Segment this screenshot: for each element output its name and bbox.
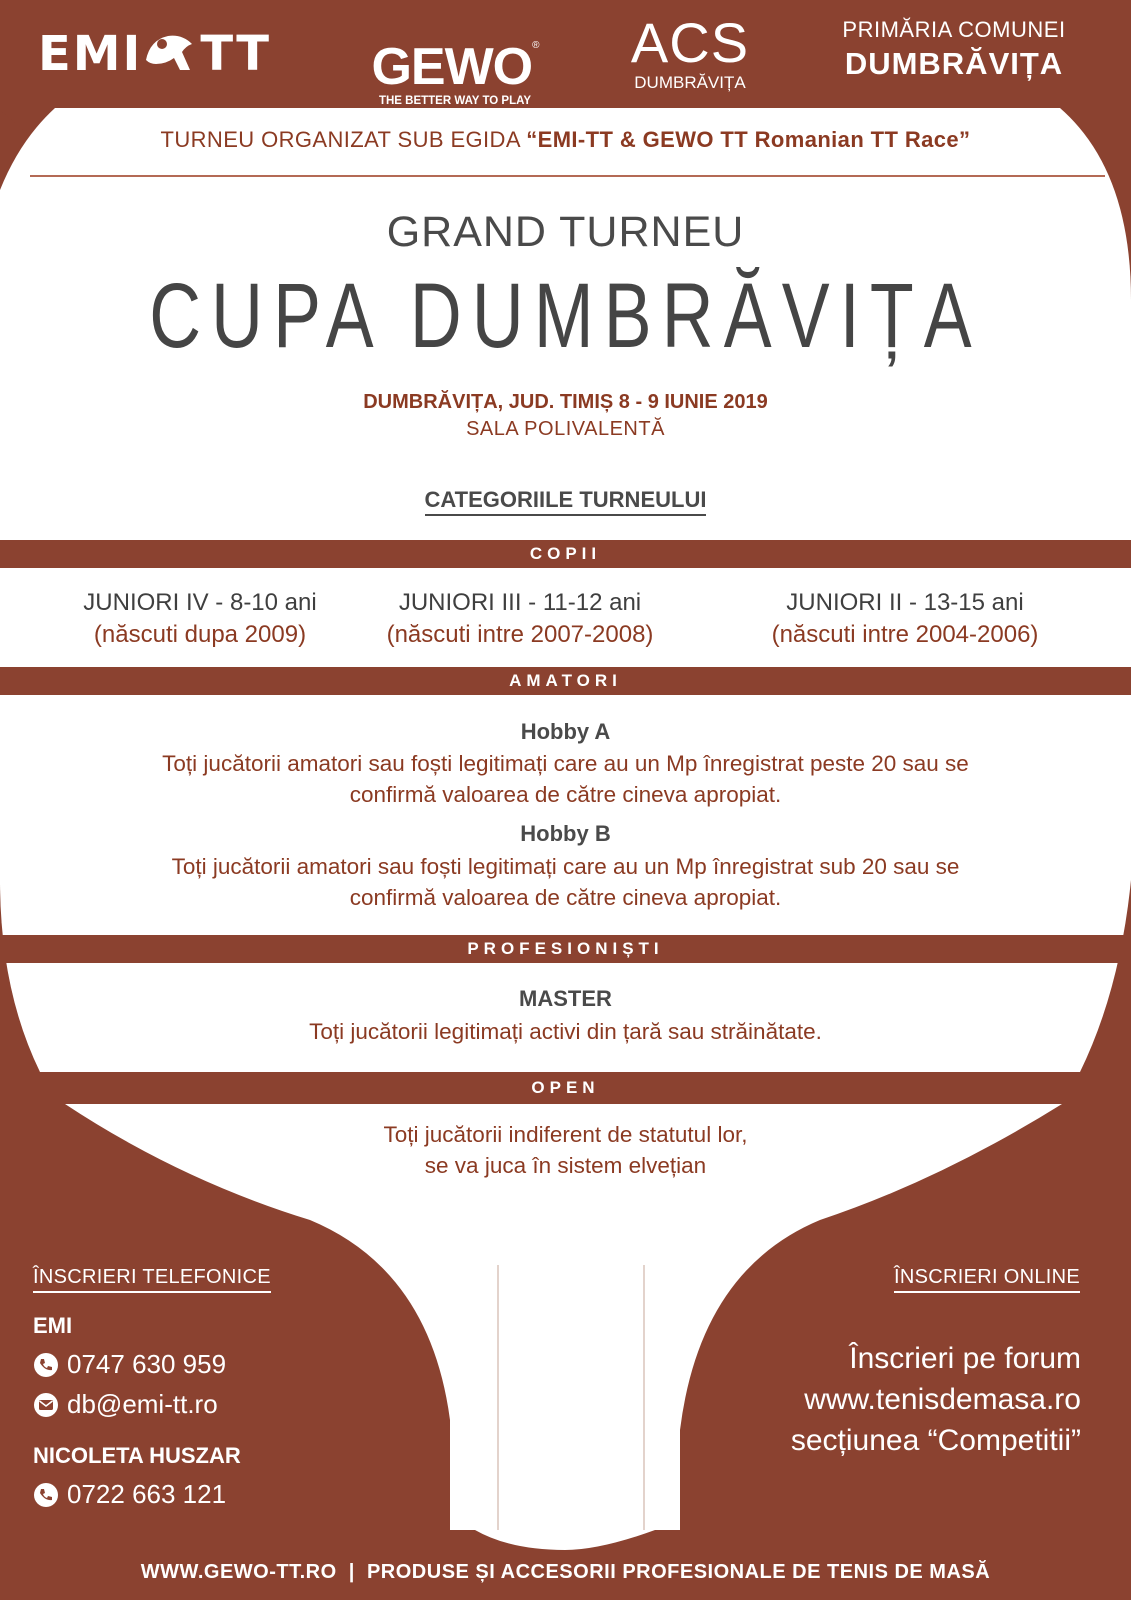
acs-logo-subtitle: DUMBRĂVIȚA xyxy=(634,73,746,92)
primaria-line1: PRIMĂRIA COMUNEI xyxy=(842,17,1066,42)
category-juniori-ii xyxy=(715,587,1095,651)
hobby-b-description xyxy=(0,851,1131,913)
category-title: JUNIORI III - 11-12 ani xyxy=(398,589,642,616)
hobby-a-line1: Toți jucătorii amatori sau foști legitimați care au un Mp înregistrat peste 20 sau se xyxy=(162,751,969,776)
primaria-logo xyxy=(818,16,1090,84)
gewo-logo xyxy=(365,18,545,107)
acs-logo-text: ACS xyxy=(630,11,750,74)
categories-heading xyxy=(0,487,1131,513)
online-forum-link[interactable]: www.tenisdemasa.ro xyxy=(804,1383,1081,1416)
event-location-date: DUMBRĂVIȚA, JUD. TIMIȘ 8 - 9 IUNIE 2019 xyxy=(363,391,768,413)
open-description xyxy=(0,1119,1131,1181)
title-cupa-dumbravita: CUPA DUMBRĂVIȚA xyxy=(149,265,982,367)
category-juniori-iv xyxy=(30,587,370,651)
band-profesionisti: PROFESIONIȘTI xyxy=(0,935,1131,963)
contact-nicoleta-phone-text: 0722 663 121 xyxy=(67,1479,227,1509)
open-line2: se va juca în sistem elvețian xyxy=(424,1153,707,1178)
gewo-logo-wordmark xyxy=(365,18,545,95)
emitt-logo-letters: EMI TT xyxy=(38,26,272,82)
online-registration-heading: ÎNSCRIERI ONLINE xyxy=(894,1266,1080,1293)
category-subtitle: (născuti intre 2004-2006) xyxy=(771,621,1039,648)
category-subtitle: (născuti dupa 2009) xyxy=(93,621,307,648)
gewo-logo-text: GEWO xyxy=(371,38,533,96)
phone-registration-heading: ÎNSCRIERI TELEFONICE xyxy=(33,1266,271,1293)
gewo-registered-mark: ® xyxy=(532,40,539,51)
hobby-a-description xyxy=(0,748,1131,810)
hobby-b-title: Hobby B xyxy=(520,821,611,846)
contact-emi-name: EMI xyxy=(33,1313,73,1338)
hobby-b-line1: Toți jucătorii amatori sau foști legitimați care au un Mp înregistrat sub 20 sau se xyxy=(171,854,960,879)
egida-name: “EMI-TT & GEWO TT Romanian TT Race” xyxy=(526,127,971,152)
contact-emi-email[interactable] xyxy=(33,1389,218,1420)
phone-icon xyxy=(33,1482,59,1508)
contact-nicoleta-name: NICOLETA HUSZAR xyxy=(33,1443,241,1468)
contact-emi-phone-text: 0747 630 959 xyxy=(67,1349,227,1379)
contact-emi-email-text: db@emi-tt.ro xyxy=(67,1389,218,1419)
open-line1: Toți jucătorii indiferent de statutul lor, xyxy=(383,1122,748,1147)
category-subtitle: (născuti intre 2007-2008) xyxy=(386,621,654,648)
master-description: Toți jucătorii legitimați activi din țară sau străinătate. xyxy=(309,1019,822,1044)
band-copii: COPII xyxy=(0,540,1131,568)
email-icon xyxy=(33,1392,59,1418)
category-title: JUNIORI II - 13-15 ani xyxy=(786,589,1024,616)
categories-heading-text: CATEGORIILE TURNEULUI xyxy=(425,487,707,516)
egida-text xyxy=(0,127,1131,153)
egida-divider xyxy=(30,175,1105,177)
online-line3: secțiunea “Competitii” xyxy=(790,1424,1081,1457)
band-open: OPEN xyxy=(531,1078,600,1097)
contact-emi-phone[interactable] xyxy=(33,1349,226,1380)
gewo-tagline: THE BETTER WAY TO PLAY xyxy=(378,95,532,107)
primaria-line2: DUMBRĂVIȚA xyxy=(844,46,1064,81)
online-registration-text xyxy=(791,1338,1081,1461)
master-title: MASTER xyxy=(519,986,612,1011)
hobby-a-title: Hobby A xyxy=(520,719,611,744)
hobby-a-line2: confirmă valoarea de către cineva apropiat. xyxy=(349,782,782,807)
category-juniori-iii xyxy=(345,587,695,651)
online-line1: Înscrieri pe forum xyxy=(849,1342,1081,1375)
footer-text: WWW.GEWO-TT.RO | PRODUSE ȘI ACCESORII PROFESIONALE DE TENIS DE MASĂ xyxy=(140,1561,991,1583)
phone-icon xyxy=(33,1352,59,1378)
hobby-b-line2: confirmă valoarea de către cineva apropiat. xyxy=(349,885,782,910)
emitt-logo xyxy=(38,26,271,82)
player-silhouette-icon xyxy=(142,30,200,76)
band-amatori: AMATORI xyxy=(0,667,1131,695)
egida-prefix: TURNEU ORGANIZAT SUB EGIDA xyxy=(160,127,527,152)
contact-nicoleta-phone[interactable] xyxy=(33,1479,226,1510)
acs-logo xyxy=(620,12,760,92)
title-grand-turneu: GRAND TURNEU xyxy=(386,208,745,256)
event-venue: SALA POLIVALENTĂ xyxy=(466,418,665,440)
category-title: JUNIORI IV - 8-10 ani xyxy=(83,589,317,616)
